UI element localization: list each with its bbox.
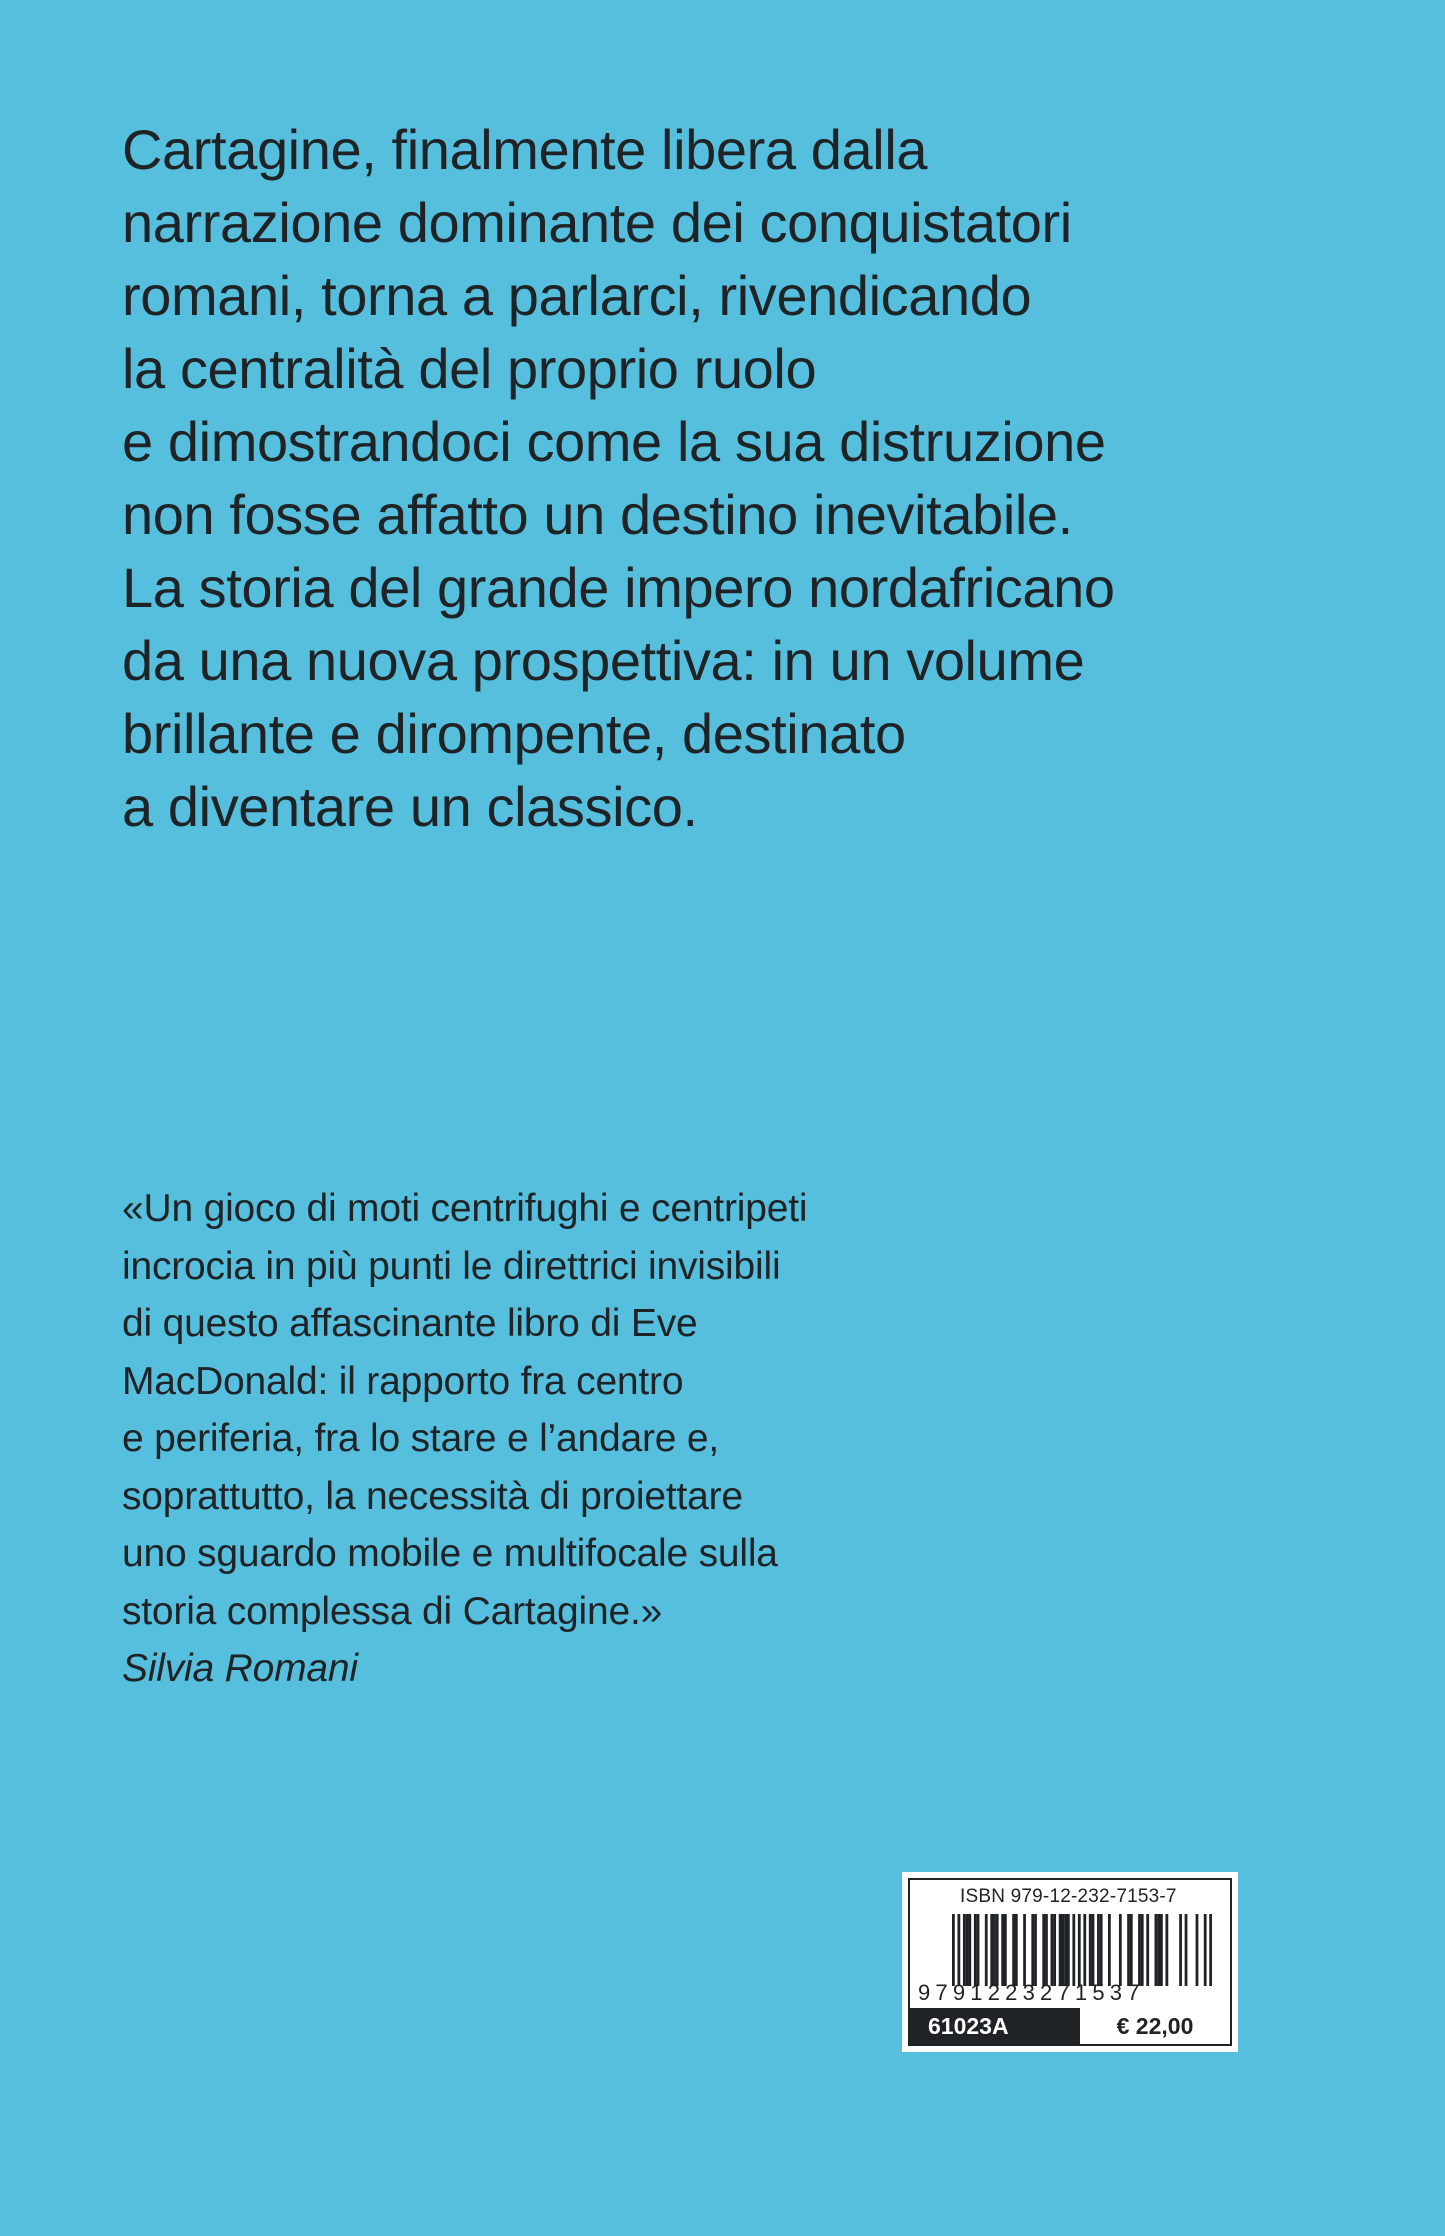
price-row: [910, 2008, 1230, 2044]
quote-line: incrocia in più punti le direttrici invisibili: [122, 1244, 781, 1288]
review-quote: [122, 1180, 1122, 1698]
barcode-bar: [1067, 1914, 1070, 1986]
barcode-bar: [1059, 1914, 1062, 1986]
barcode-bar: [1185, 1914, 1188, 1986]
barcode-bar: [1001, 1914, 1004, 1986]
barcode-bar: [1015, 1914, 1018, 1986]
barcode-bar: [993, 1914, 996, 1986]
back-cover-blurb: [122, 113, 1322, 843]
blurb-line: la centralità del proprio ruolo: [122, 337, 817, 400]
barcode-bar: [968, 1914, 971, 1986]
barcode-bar: [1141, 1914, 1144, 1986]
quote-line: uno sguardo mobile e multifocale sulla: [122, 1532, 778, 1575]
barcode-bar: [1127, 1914, 1130, 1986]
barcode-frame: [908, 1878, 1232, 2046]
blurb-line: non fosse affatto un destino inevitabile.: [122, 483, 1073, 546]
barcode-bar: [1155, 1914, 1158, 1986]
barcode-bar: [1061, 1914, 1064, 1986]
barcode-bar: [1023, 1914, 1026, 1986]
barcode-bar: [966, 1914, 969, 1986]
barcode-bar: [1138, 1914, 1141, 1986]
barcode-bar: [974, 1914, 977, 1986]
product-code: 61023A: [910, 2008, 1078, 2044]
barcode-bar: [1157, 1914, 1160, 1986]
barcode-bar: [1072, 1914, 1075, 1986]
barcode-bar: [1146, 1914, 1149, 1986]
quote-author: Silvia Romani: [122, 1647, 358, 1690]
barcode-bar: [1108, 1914, 1111, 1986]
barcode-bar: [1160, 1914, 1163, 1986]
barcode-bar: [1165, 1914, 1168, 1986]
barcode-bar: [1119, 1914, 1122, 1986]
barcode-bar: [1097, 1914, 1100, 1986]
barcode-bar: [1089, 1914, 1092, 1986]
blurb-line: brillante e dirompente, destinato: [122, 702, 906, 765]
quote-line: storia complessa di Cartagine.»: [122, 1589, 663, 1633]
quote-line: di questo affascinante libro di Eve: [122, 1302, 698, 1345]
quote-line: e periferia, fra lo stare e l’andare e,: [122, 1417, 720, 1460]
blurb-line: narrazione dominante dei conquistatori: [122, 191, 1072, 254]
barcode-bar: [1130, 1914, 1133, 1986]
barcode-bar: [1004, 1914, 1007, 1986]
barcode-bar: [1100, 1914, 1103, 1986]
barcode-bar: [1092, 1914, 1095, 1986]
barcode-bar: [963, 1914, 966, 1986]
barcode-bar: [1053, 1914, 1056, 1986]
barcode-bar: [977, 1914, 980, 1986]
barcode-bar: [1078, 1914, 1081, 1986]
barcode-bar: [996, 1914, 999, 1986]
barcode-bar: [1196, 1914, 1199, 1986]
barcode-bar: [1012, 1914, 1015, 1986]
barcode-bar: [1042, 1914, 1045, 1986]
barcode-bar: [1204, 1914, 1207, 1986]
barcode-bar: [1045, 1914, 1048, 1986]
blurb-line: La storia del grande impero nordafricano: [122, 556, 1115, 619]
price: € 22,00: [1078, 2008, 1230, 2044]
barcode-label: [902, 1872, 1238, 2052]
barcode-bar: [1179, 1914, 1182, 1986]
blurb-line: a diventare un classico.: [122, 775, 698, 838]
blurb-line: e dimostrandoci come la sua distruzione: [122, 410, 1106, 473]
blurb-line: da una nuova prospettiva: in un volume: [122, 629, 1085, 692]
isbn-text: ISBN 979-12-232-7153-7: [960, 1886, 1177, 1907]
blurb-line: romani, torna a parlarci, rivendicando: [122, 264, 1032, 327]
quote-line: MacDonald: il rapporto fra centro: [122, 1359, 684, 1403]
barcode-bar: [1031, 1914, 1034, 1986]
barcode-bar: [1064, 1914, 1067, 1986]
barcode-bar: [985, 1914, 988, 1986]
quote-line: soprattutto, la necessità di proiettare: [122, 1474, 743, 1518]
barcode-digits: 9791223271537: [918, 1980, 1145, 2005]
barcode-bar: [1034, 1914, 1037, 1986]
barcode-bar: [957, 1914, 960, 1986]
barcode-bar: [1209, 1914, 1212, 1986]
barcode-bar: [952, 1914, 955, 1986]
barcode-bar: [990, 1914, 993, 1986]
barcode-bar: [1083, 1914, 1086, 1986]
barcode-bars: [952, 1914, 1212, 1986]
blurb-line: Cartagine, finalmente libera dalla: [122, 118, 928, 181]
quote-line: «Un gioco di moti centrifughi e centripeti: [122, 1187, 808, 1230]
barcode-bar: [1051, 1914, 1054, 1986]
